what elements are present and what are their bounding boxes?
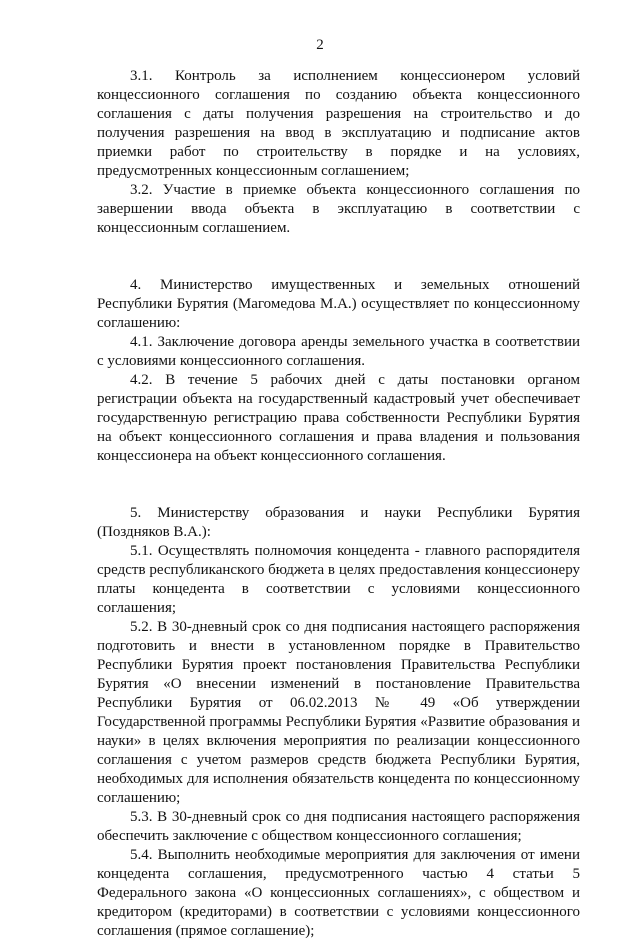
paragraph-4-2: 4.2. В течение 5 рабочих дней с даты постановки органом регистрации объекта на государственный кадастровый учет обеспечивает государственную регистрацию права собственности Республики Бурятия на объект концессионного соглашения и права владения и пользования концессионера на объект концессионного соглашения. xyxy=(97,372,580,464)
paragraph-5: 5. Министерству образования и науки Республики Бурятия (Поздняков В.А.): xyxy=(97,505,580,540)
paragraph-5-1: 5.1. Осуществлять полномочия концедента - главного распорядителя средств республиканского бюджета в целях предоставления концессионеру платы концедента в соответствии с условиями концессионного соглашения; xyxy=(97,543,580,616)
section-gap xyxy=(97,238,580,257)
section-gap xyxy=(97,466,580,485)
paragraph-3-1: 3.1. Контроль за исполнением концессионером условий концессионного соглашения по созданию объекта концессионного соглашения с даты получения разрешения на строительство и до получения разрешения на ввод в эксплуатацию и подписание актов приемки работ по строительству в порядке и на условиях, предусмотренных концессионным соглашением; xyxy=(97,68,580,179)
page-number: 2 xyxy=(316,37,324,53)
paragraph-3-2: 3.2. Участие в приемке объекта концессионного соглашения по завершении ввода объекта в эксплуатацию в соответствии с концессионным соглашением. xyxy=(97,182,580,236)
paragraph-5-4: 5.4. Выполнить необходимые мероприятия для заключения от имени концедента соглашения, предусмотренного частью 4 статьи 5 Федерального закона «О концессионных соглашениях», с обществом и кредитором (кредиторами) в соответствии с условиями концессионного соглашения (прямое соглашение); xyxy=(97,847,580,939)
paragraph-4: 4. Министерство имущественных и земельных отношений Республики Бурятия (Магомедова М.А.) осуществляет по концессионному соглашению: xyxy=(97,277,580,331)
paragraph-5-3: 5.3. В 30-дневный срок со дня подписания настоящего распоряжения обеспечить заключение с обществом концессионного соглашения; xyxy=(97,809,580,844)
paragraph-4-1: 4.1. Заключение договора аренды земельного участка в соответствии с условиями концессионного соглашения. xyxy=(97,334,580,369)
section-gap xyxy=(97,485,580,504)
section-gap xyxy=(97,257,580,276)
document-body xyxy=(97,67,580,941)
paragraph-5-2: 5.2. В 30-дневный срок со дня подписания настоящего распоряжения подготовить и внести в установленном порядке в Правительство Республики Бурятия проект постановления Правительства Республики Бурятия «О внесении изменений в постановление Правительства Республики Бурятия от 06.02.2013 № 49 «Об утверждении Государственной программы Республики Бурятия «Развитие образования и науки» в целях включения мероприятия по реализации концессионного соглашения с учетом размеров средств бюджета Республики Бурятия, необходимых для исполнения обязательств концедента по концессионному соглашению; xyxy=(97,619,580,806)
